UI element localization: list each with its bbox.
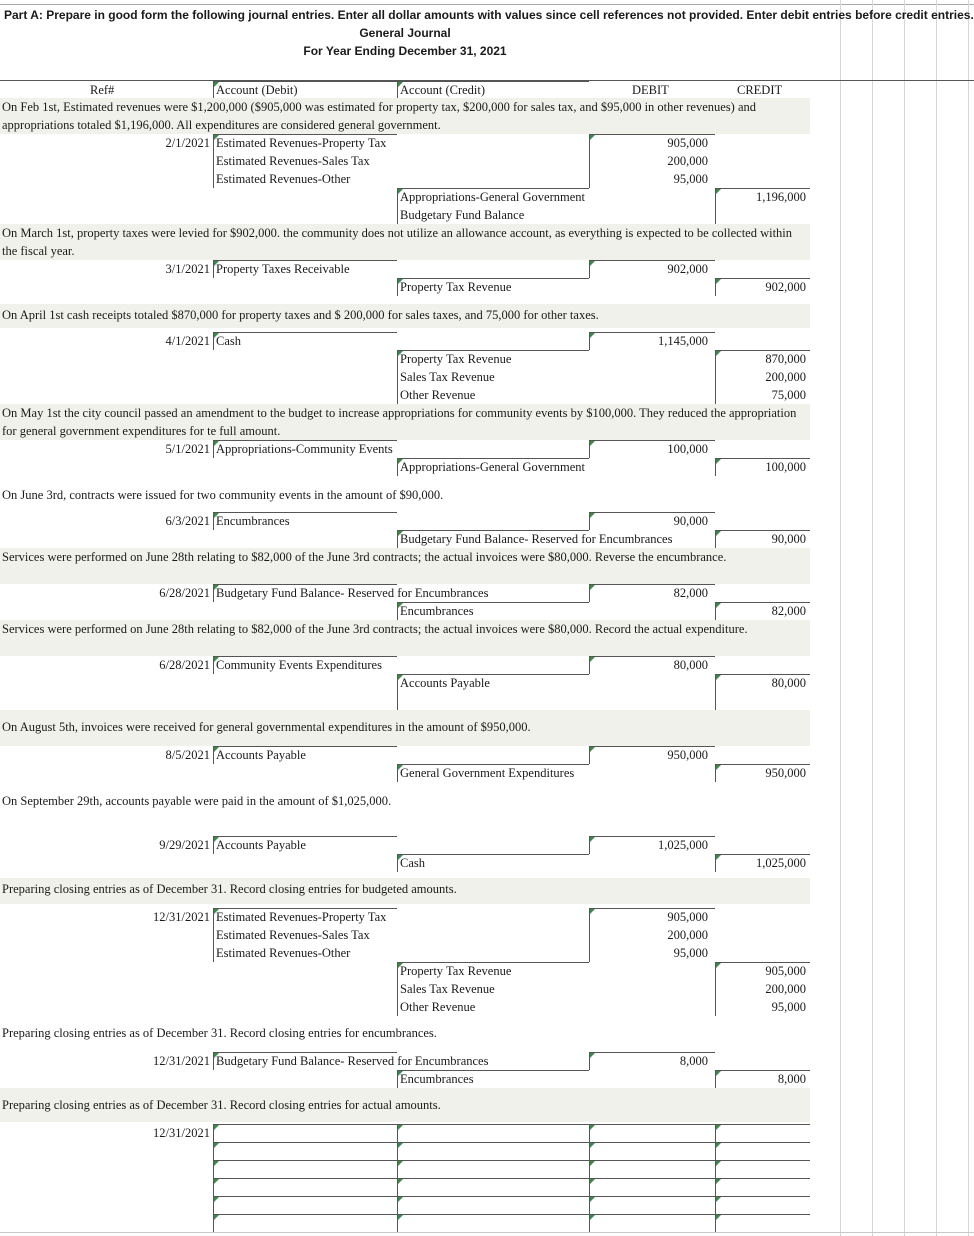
debit-amount-cell[interactable]: 200,000 <box>667 928 708 942</box>
debit-account-cell[interactable]: Estimated Revenues-Other <box>216 172 351 186</box>
debit-account-cell[interactable]: Budgetary Fund Balance- Reserved for Encumbrances <box>216 1054 489 1068</box>
debit-account-cell[interactable]: Cash <box>216 334 241 348</box>
credit-amount-cell[interactable]: 1,196,000 <box>756 190 806 204</box>
credit-amount-cell[interactable]: 200,000 <box>765 982 806 996</box>
empty-debit-amount-cell[interactable] <box>589 1214 715 1232</box>
entry-date[interactable]: 6/28/2021 <box>159 658 210 672</box>
empty-debit-account-cell[interactable] <box>213 1124 397 1142</box>
credit-amount-cell[interactable]: 8,000 <box>777 1072 806 1086</box>
entry-date[interactable]: 9/29/2021 <box>159 838 210 852</box>
narrative-1: On Feb 1st, Estimated revenues were $1,200,000 ($905,000 was estimated for property tax, $200,000 for sales tax, and $95,000 in other revenues) and appropriations totaled $1,196,000. All expenditures are considered general government. <box>0 98 810 134</box>
narrative-4: On May 1st the city council passed an amendment to the budget to increase appropriations for community events by $100,000. They reduced the appropriation for general government expenditures for te full amount. <box>0 404 810 440</box>
credit-account-cell[interactable]: Cash <box>400 856 425 870</box>
narrative-9: On September 29th, accounts payable were paid in the amount of $1,025,000. <box>0 790 810 812</box>
debit-amount-cell[interactable]: 80,000 <box>673 658 708 672</box>
credit-account-cell[interactable]: Budgetary Fund Balance- Reserved for Encumbrances <box>400 532 673 546</box>
narrative-5: On June 3rd, contracts were issued for two community events in the amount of $90,000. <box>0 484 810 506</box>
empty-credit-amount-cell[interactable] <box>715 1214 810 1232</box>
credit-amount-cell[interactable]: 75,000 <box>771 388 806 402</box>
top-border <box>0 0 974 5</box>
debit-amount-cell[interactable]: 95,000 <box>673 946 708 960</box>
credit-amount-cell[interactable]: 950,000 <box>765 766 806 780</box>
narrative-6: Services were performed on June 28th relating to $82,000 of the June 3rd contracts; the actual invoices were $80,000. Reverse the encumbrance. <box>0 548 810 584</box>
narrative-12: Preparing closing entries as of December 31. Record closing entries for actual amounts. <box>0 1088 810 1122</box>
entry-date[interactable]: 2/1/2021 <box>165 136 210 150</box>
debit-account-cell[interactable]: Estimated Revenues-Property Tax <box>216 136 387 150</box>
credit-account-cell[interactable]: Encumbrances <box>400 604 474 618</box>
credit-amount-cell[interactable]: 80,000 <box>771 676 806 690</box>
debit-account-cell[interactable]: Encumbrances <box>216 514 290 528</box>
debit-amount-cell[interactable]: 902,000 <box>667 262 708 276</box>
empty-credit-account-cell[interactable] <box>397 1160 589 1178</box>
journal-title: General Journal <box>359 26 451 40</box>
debit-amount-cell[interactable]: 90,000 <box>673 514 708 528</box>
credit-account-cell[interactable]: Property Tax Revenue <box>400 280 512 294</box>
col-credit-account: Account (Credit) <box>400 83 486 97</box>
credit-amount-cell[interactable]: 82,000 <box>771 604 806 618</box>
narrative-11: Preparing closing entries as of December 31. Record closing entries for encumbrances. <box>0 1022 810 1044</box>
empty-credit-amount-cell[interactable] <box>715 1160 810 1178</box>
credit-account-cell[interactable]: Appropriations-General Government <box>400 460 586 474</box>
empty-credit-amount-cell[interactable] <box>715 1142 810 1160</box>
grid-line <box>840 0 841 1236</box>
entry-date[interactable]: 12/31/2021 <box>153 1126 210 1140</box>
empty-debit-account-cell[interactable] <box>213 1160 397 1178</box>
credit-account-cell[interactable]: Other Revenue <box>400 388 476 402</box>
debit-amount-cell[interactable]: 100,000 <box>667 442 708 456</box>
debit-account-cell[interactable]: Appropriations-Community Events <box>216 442 393 456</box>
credit-amount-cell[interactable]: 90,000 <box>771 532 806 546</box>
narrative-2: On March 1st, property taxes were levied for $902,000. the community does not utilize an allowance account, as everything is expected to be collected within the fiscal year. <box>0 224 810 260</box>
credit-account-cell[interactable]: Sales Tax Revenue <box>400 982 495 996</box>
debit-account-cell[interactable]: Budgetary Fund Balance- Reserved for Encumbrances <box>216 586 489 600</box>
debit-account-cell[interactable]: Accounts Payable <box>216 838 306 852</box>
entry-date[interactable]: 3/1/2021 <box>165 262 210 276</box>
col-debit-account: Account (Debit) <box>216 83 298 97</box>
empty-debit-account-cell[interactable] <box>213 1178 397 1196</box>
entry-date[interactable]: 4/1/2021 <box>165 334 210 348</box>
empty-debit-account-cell[interactable] <box>213 1214 397 1232</box>
empty-debit-amount-cell[interactable] <box>589 1124 715 1142</box>
credit-amount-cell[interactable]: 870,000 <box>765 352 806 366</box>
credit-amount-cell[interactable]: 902,000 <box>765 280 806 294</box>
journal-subtitle: For Year Ending December 31, 2021 <box>303 44 507 58</box>
empty-debit-account-cell[interactable] <box>213 1142 397 1160</box>
empty-credit-amount-cell[interactable] <box>715 1178 810 1196</box>
debit-account-cell[interactable]: Estimated Revenues-Sales Tax <box>216 154 370 168</box>
col-debit: DEBIT <box>632 83 669 97</box>
credit-account-cell[interactable]: Appropriations-General Government <box>400 190 586 204</box>
entry-date[interactable]: 12/31/2021 <box>153 1054 210 1068</box>
narrative-8: On August 5th, invoices were received for general governmental expenditures in the amount of $950,000. <box>0 710 810 746</box>
empty-credit-amount-cell[interactable] <box>715 1124 810 1142</box>
credit-account-cell[interactable]: Property Tax Revenue <box>400 964 512 978</box>
credit-amount-cell[interactable]: 1,025,000 <box>756 856 806 870</box>
empty-credit-account-cell[interactable] <box>397 1142 589 1160</box>
credit-account-cell[interactable]: Sales Tax Revenue <box>400 370 495 384</box>
narrative-7: Services were performed on June 28th relating to $82,000 of the June 3rd contracts; the actual invoices were $80,000. Record the actual expenditure. <box>0 620 810 656</box>
col-ref: Ref# <box>90 83 115 97</box>
col-credit: CREDIT <box>737 83 783 97</box>
debit-account-cell[interactable]: Estimated Revenues-Sales Tax <box>216 928 370 942</box>
empty-credit-account-cell[interactable] <box>397 1196 589 1214</box>
credit-amount-cell[interactable]: 95,000 <box>771 1000 806 1014</box>
debit-account-cell[interactable]: Community Events Expenditures <box>216 658 382 672</box>
narrative-10: Preparing closing entries as of December 31. Record closing entries for budgeted amounts. <box>0 878 810 904</box>
entry-date[interactable]: 5/1/2021 <box>165 442 210 456</box>
credit-amount-cell[interactable]: 200,000 <box>765 370 806 384</box>
empty-credit-account-cell[interactable] <box>397 1178 589 1196</box>
debit-amount-cell[interactable]: 905,000 <box>667 910 708 924</box>
credit-amount-cell[interactable]: 905,000 <box>765 964 806 978</box>
entry-date[interactable]: 6/3/2021 <box>165 514 210 528</box>
credit-account-cell[interactable]: Accounts Payable <box>400 676 490 690</box>
grid-line <box>904 0 905 1236</box>
empty-debit-account-cell[interactable] <box>213 1196 397 1214</box>
debit-amount-cell[interactable]: 200,000 <box>667 154 708 168</box>
grid-line <box>968 0 969 1236</box>
entry-date[interactable]: 6/28/2021 <box>159 586 210 600</box>
grid-line <box>872 0 873 1236</box>
credit-account-cell[interactable]: Property Tax Revenue <box>400 352 512 366</box>
debit-account-cell[interactable]: Estimated Revenues-Other <box>216 946 351 960</box>
empty-credit-amount-cell[interactable] <box>715 1196 810 1214</box>
instructions-text: Part A: Prepare in good form the following journal entries. Enter all dollar amounts with values since cell references not provided. Enter debit entries before credit entries. <box>4 8 974 22</box>
empty-debit-amount-cell[interactable] <box>589 1178 715 1196</box>
debit-amount-cell[interactable]: 905,000 <box>667 136 708 150</box>
credit-account-cell[interactable]: Encumbrances <box>400 1072 474 1086</box>
credit-account-cell[interactable]: Budgetary Fund Balance <box>400 208 525 222</box>
empty-debit-amount-cell[interactable] <box>589 1142 715 1160</box>
credit-account-cell[interactable]: Other Revenue <box>400 1000 476 1014</box>
debit-account-cell[interactable]: Accounts Payable <box>216 748 306 762</box>
empty-debit-amount-cell[interactable] <box>589 1196 715 1214</box>
empty-credit-account-cell[interactable] <box>397 1124 589 1142</box>
entry-date[interactable]: 12/31/2021 <box>153 910 210 924</box>
debit-account-cell[interactable]: Property Taxes Receivable <box>216 262 350 276</box>
row-line <box>0 1232 974 1233</box>
empty-debit-amount-cell[interactable] <box>589 1160 715 1178</box>
credit-account-cell[interactable]: General Government Expenditures <box>400 766 575 780</box>
debit-amount-cell[interactable]: 1,145,000 <box>658 334 708 348</box>
debit-amount-cell[interactable]: 82,000 <box>673 586 708 600</box>
debit-amount-cell[interactable]: 1,025,000 <box>658 838 708 852</box>
debit-amount-cell[interactable]: 95,000 <box>673 172 708 186</box>
debit-account-cell[interactable]: Estimated Revenues-Property Tax <box>216 910 387 924</box>
column-header-row <box>0 80 974 98</box>
empty-credit-account-cell[interactable] <box>397 1214 589 1232</box>
grid-line <box>936 0 937 1236</box>
narrative-3: On April 1st cash receipts totaled $870,000 for property taxes and $ 200,000 for sales taxes, and 75,000 for other taxes. <box>0 304 810 328</box>
debit-amount-cell[interactable]: 950,000 <box>667 748 708 762</box>
entry-date[interactable]: 8/5/2021 <box>165 748 210 762</box>
debit-amount-cell[interactable]: 8,000 <box>679 1054 708 1068</box>
credit-amount-cell[interactable]: 100,000 <box>765 460 806 474</box>
